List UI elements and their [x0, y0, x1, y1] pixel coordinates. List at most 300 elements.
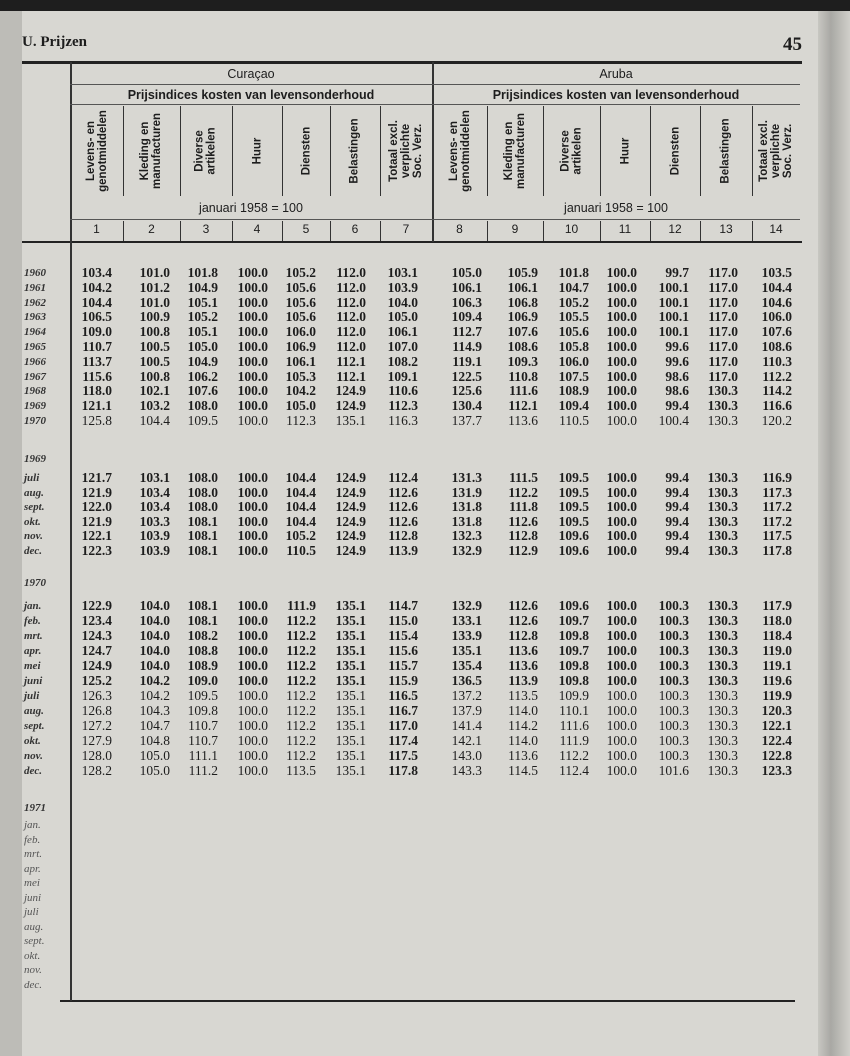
column-divider: [600, 106, 601, 196]
aruba-value: 101.8: [558, 265, 589, 280]
aruba-value: 100.0: [606, 470, 637, 485]
curacao-value: 125.8: [81, 413, 112, 428]
aruba-value: 132.3: [451, 528, 482, 544]
aruba-value: 112.4: [559, 763, 589, 778]
aruba-value: 104.4: [761, 279, 792, 295]
curacao-value: 116.5: [388, 688, 418, 703]
scan-top-edge: [0, 0, 850, 11]
curacao-value: 112.1: [336, 368, 366, 384]
group-title: Aruba: [599, 67, 633, 81]
aruba-value: 130.3: [707, 528, 738, 544]
aruba-value: 100.0: [606, 718, 637, 733]
aruba-value: 143.0: [451, 748, 482, 763]
aruba-value: 109.6: [558, 598, 589, 613]
curacao-value: 135.1: [335, 673, 366, 688]
curacao-value: 100.0: [237, 543, 268, 558]
curacao-value: 104.2: [285, 383, 316, 399]
aruba-value: 100.0: [606, 398, 637, 414]
curacao-value: 112.2: [286, 688, 316, 703]
aruba-value: 108.6: [761, 339, 792, 354]
row-label: okt.: [24, 735, 41, 747]
aruba-value: 117.0: [708, 368, 738, 384]
aruba-value: 130.3: [707, 658, 738, 673]
curacao-value: 103.1: [139, 470, 170, 485]
aruba-value: 100.1: [658, 279, 689, 295]
column-header: [232, 105, 282, 197]
curacao-value: 104.9: [187, 279, 218, 295]
curacao-value: 107.0: [387, 339, 418, 354]
aruba-value: 113.6: [508, 658, 538, 673]
curacao-value: 135.1: [335, 748, 366, 763]
curacao-value: 101.0: [139, 294, 170, 310]
row-label: mrt.: [24, 630, 43, 642]
column-divider: [180, 106, 181, 196]
aruba-value: 131.3: [451, 470, 482, 485]
row-label: 1965: [24, 341, 46, 353]
aruba-value: 100.0: [606, 628, 637, 643]
aruba-value: 112.8: [508, 528, 538, 544]
aruba-value: 98.6: [665, 368, 689, 384]
curacao-value: 102.1: [139, 383, 170, 399]
top-rule: [22, 61, 802, 64]
curacao-value: 108.1: [187, 513, 218, 529]
curacao-value: 112.6: [388, 513, 418, 529]
base-period-label: januari 1958 = 100: [199, 201, 303, 215]
curacao-value: 135.1: [335, 688, 366, 703]
aruba-value: 130.3: [707, 413, 738, 428]
aruba-value: 112.7: [452, 324, 482, 340]
column-number-divider: [700, 221, 701, 241]
row-label: jan.: [24, 600, 42, 612]
aruba-value: 112.2: [559, 748, 589, 763]
aruba-value: 117.0: [708, 279, 738, 295]
aruba-value: 99.4: [665, 398, 689, 414]
column-number: 2: [148, 222, 155, 236]
curacao-value: 135.1: [335, 658, 366, 673]
curacao-value: 121.9: [81, 513, 112, 529]
aruba-value: 118.4: [762, 628, 792, 643]
row-label: nov.: [24, 964, 42, 976]
base-period-label: januari 1958 = 100: [564, 201, 668, 215]
column-header: [650, 105, 700, 197]
curacao-value: 135.1: [335, 718, 366, 733]
curacao-value: 109.0: [187, 673, 218, 688]
aruba-value: 99.4: [665, 484, 689, 500]
curacao-value: 100.0: [237, 265, 268, 280]
aruba-value: 98.6: [665, 383, 689, 399]
curacao-value: 104.4: [139, 413, 170, 428]
column-number-divider: [123, 221, 124, 241]
column-header-label: Belastingen: [720, 118, 732, 184]
curacao-value: 115.4: [388, 628, 418, 643]
aruba-value: 120.2: [761, 413, 792, 428]
aruba-value: 130.4: [451, 398, 482, 414]
row-label: nov.: [24, 530, 43, 543]
curacao-value: 118.0: [82, 383, 112, 399]
column-number-divider: [752, 221, 753, 241]
aruba-value: 105.2: [558, 294, 589, 310]
aruba-value: 130.3: [707, 688, 738, 703]
aruba-value: 130.3: [707, 673, 738, 688]
column-header: [700, 105, 752, 197]
curacao-value: 104.9: [187, 353, 218, 369]
curacao-value: 105.6: [285, 309, 316, 325]
curacao-value: 112.2: [286, 643, 316, 658]
curacao-value: 105.0: [387, 309, 418, 325]
curacao-value: 112.0: [336, 279, 366, 295]
curacao-value: 105.6: [285, 279, 316, 295]
scan-right-edge: [818, 11, 850, 1056]
curacao-value: 124.9: [335, 398, 366, 414]
aruba-value: 100.0: [606, 673, 637, 688]
aruba-value: 100.3: [658, 703, 689, 718]
curacao-value: 125.2: [81, 673, 112, 688]
column-header-label: Levens- en genotmiddelen: [84, 110, 109, 192]
aruba-value: 117.2: [762, 513, 792, 529]
aruba-value: 117.0: [708, 339, 738, 354]
column-header: [432, 105, 487, 197]
aruba-value: 116.6: [762, 398, 792, 414]
aruba-value: 100.3: [658, 613, 689, 628]
column-header: [70, 105, 123, 197]
curacao-value: 100.0: [237, 383, 268, 399]
aruba-value: 109.5: [558, 470, 589, 485]
curacao-value: 104.0: [139, 613, 170, 628]
curacao-value: 122.9: [81, 598, 112, 613]
aruba-value: 119.1: [452, 353, 482, 369]
column-header: [543, 105, 600, 197]
aruba-value: 130.3: [707, 643, 738, 658]
column-number: 5: [302, 222, 310, 236]
column-header: [752, 105, 800, 197]
curacao-value: 107.6: [187, 383, 218, 399]
row-label: feb.: [24, 833, 41, 846]
curacao-value: 110.6: [388, 383, 418, 399]
curacao-value: 103.1: [387, 265, 418, 280]
aruba-value: 123.3: [761, 763, 792, 778]
column-number: 9: [511, 222, 519, 236]
aruba-value: 106.0: [558, 353, 589, 369]
aruba-value: 130.3: [707, 543, 738, 558]
row-label: 1966: [24, 355, 46, 368]
curacao-value: 124.9: [335, 383, 366, 399]
row-label: aug.: [24, 920, 44, 933]
aruba-value: 114.2: [762, 383, 792, 399]
curacao-value: 126.3: [81, 688, 112, 703]
curacao-value: 135.1: [335, 643, 366, 658]
curacao-value: 108.1: [187, 543, 218, 558]
aruba-value: 108.9: [558, 383, 589, 399]
aruba-value: 100.0: [606, 265, 637, 280]
aruba-value: 110.8: [508, 368, 538, 384]
curacao-value: 112.6: [388, 484, 418, 500]
curacao-value: 115.7: [388, 658, 418, 673]
curacao-value: 135.1: [335, 703, 366, 718]
aruba-value: 111.8: [509, 499, 538, 515]
curacao-value: 103.4: [81, 265, 112, 280]
curacao-value: 100.0: [237, 368, 268, 384]
aruba-value: 100.0: [606, 324, 637, 340]
aruba-value: 100.0: [606, 763, 637, 778]
curacao-value: 100.0: [237, 613, 268, 628]
row-label: jan.: [24, 819, 41, 831]
column-divider: [650, 106, 651, 196]
curacao-value: 115.0: [388, 613, 418, 628]
column-header: [487, 105, 543, 197]
curacao-value: 100.5: [139, 353, 170, 369]
curacao-value: 112.2: [286, 673, 316, 688]
aruba-value: 99.4: [665, 528, 689, 544]
curacao-value: 100.0: [237, 413, 268, 428]
aruba-value: 111.9: [559, 733, 589, 748]
row-label: juli: [24, 690, 40, 702]
aruba-value: 100.0: [606, 658, 637, 673]
curacao-value: 112.3: [286, 413, 316, 428]
curacao-value: 105.2: [285, 528, 316, 544]
aruba-value: 110.1: [559, 703, 589, 718]
aruba-value: 100.0: [606, 598, 637, 613]
aruba-value: 114.0: [508, 733, 538, 748]
curacao-value: 108.8: [187, 643, 218, 658]
curacao-value: 106.1: [285, 353, 316, 369]
aruba-value: 106.8: [507, 294, 538, 310]
aruba-value: 137.9: [451, 703, 482, 718]
curacao-value: 124.9: [335, 513, 366, 529]
column-divider: [330, 106, 331, 196]
aruba-value: 100.0: [606, 499, 637, 515]
column-number-divider: [330, 221, 331, 241]
aruba-value: 130.3: [707, 513, 738, 529]
aruba-value: 113.6: [508, 748, 538, 763]
section-year-label: 1971: [24, 802, 46, 814]
column-header: [330, 105, 380, 197]
row-label: sept.: [24, 501, 45, 514]
aruba-value: 117.0: [708, 294, 738, 310]
aruba-value: 99.6: [665, 339, 689, 354]
curacao-value: 112.0: [336, 324, 366, 340]
curacao-value: 108.1: [187, 613, 218, 628]
curacao-value: 116.3: [388, 413, 418, 428]
aruba-value: 130.3: [707, 628, 738, 643]
aruba-value: 130.3: [707, 598, 738, 613]
aruba-value: 100.0: [606, 703, 637, 718]
aruba-value: 100.3: [658, 748, 689, 763]
aruba-value: 99.7: [665, 265, 689, 280]
aruba-value: 133.9: [451, 628, 482, 643]
aruba-value: 130.3: [707, 484, 738, 500]
row-label: okt.: [24, 949, 41, 962]
aruba-value: 106.3: [451, 294, 482, 310]
aruba-value: 137.2: [451, 688, 482, 703]
curacao-value: 108.0: [187, 484, 218, 500]
aruba-value: 132.9: [451, 543, 482, 558]
aruba-value: 105.5: [558, 309, 589, 325]
curacao-value: 112.2: [286, 613, 316, 628]
curacao-value: 113.7: [82, 353, 112, 369]
column-header: [180, 105, 232, 197]
aruba-value: 119.0: [762, 643, 792, 658]
aruba-value: 117.0: [708, 309, 738, 325]
aruba-value: 117.9: [762, 598, 792, 613]
aruba-value: 114.2: [508, 718, 538, 733]
curacao-value: 117.0: [388, 718, 418, 733]
row-label: juni: [24, 891, 42, 904]
row-label: apr.: [24, 645, 42, 657]
column-header: [123, 105, 180, 197]
curacao-value: 124.3: [81, 628, 112, 643]
curacao-value: 114.7: [388, 598, 418, 613]
curacao-value: 109.0: [81, 324, 112, 340]
column-number: 4: [253, 222, 261, 236]
aruba-value: 122.4: [761, 733, 792, 748]
curacao-value: 110.5: [286, 543, 316, 558]
curacao-value: 112.2: [286, 628, 316, 643]
aruba-value: 100.0: [606, 643, 637, 658]
aruba-value: 99.4: [665, 499, 689, 515]
curacao-value: 100.0: [237, 643, 268, 658]
curacao-value: 111.2: [188, 763, 218, 778]
aruba-value: 99.6: [665, 353, 689, 369]
bottom-rule: [60, 1000, 795, 1002]
aruba-value: 100.0: [606, 543, 637, 558]
section-title: U. Prijzen: [22, 34, 87, 50]
curacao-value: 108.1: [187, 528, 218, 544]
aruba-value: 109.6: [558, 528, 589, 544]
curacao-value: 100.0: [237, 294, 268, 310]
aruba-value: 112.9: [508, 543, 538, 558]
aruba-value: 100.3: [658, 628, 689, 643]
aruba-value: 107.5: [558, 368, 589, 384]
curacao-value: 109.5: [187, 688, 218, 703]
column-number-divider: [543, 221, 544, 241]
column-number: 10: [564, 222, 579, 236]
curacao-value: 109.8: [187, 703, 218, 718]
curacao-value: 108.2: [387, 353, 418, 369]
curacao-value: 123.4: [81, 613, 112, 628]
curacao-value: 135.1: [335, 598, 366, 613]
aruba-value: 113.5: [508, 688, 538, 703]
row-label: sept.: [24, 720, 45, 732]
aruba-value: 109.4: [558, 398, 589, 414]
curacao-value: 103.3: [139, 513, 170, 529]
curacao-value: 100.5: [139, 339, 170, 354]
aruba-value: 100.0: [606, 484, 637, 500]
curacao-value: 105.3: [285, 368, 316, 384]
aruba-value: 100.0: [606, 413, 637, 428]
column-header-label: Diverse artikelen: [559, 127, 584, 175]
column-number-divider: [487, 221, 488, 241]
curacao-value: 104.7: [139, 718, 170, 733]
aruba-value: 109.3: [507, 353, 538, 369]
aruba-value: 112.8: [508, 628, 538, 643]
curacao-value: 124.7: [81, 643, 112, 658]
curacao-value: 104.0: [139, 628, 170, 643]
curacao-value: 100.0: [237, 398, 268, 414]
aruba-value: 130.3: [707, 703, 738, 718]
scan-left-edge: [0, 11, 22, 1056]
aruba-value: 117.0: [708, 265, 738, 280]
aruba-value: 130.3: [707, 383, 738, 399]
curacao-value: 100.0: [237, 484, 268, 500]
header-bottom-rule: [22, 241, 802, 243]
row-label: juli: [24, 906, 39, 918]
column-header-label: Kleding en manufacturen: [139, 112, 164, 190]
page-number: 45: [783, 34, 802, 55]
aruba-value: 100.3: [658, 658, 689, 673]
curacao-value: 112.2: [286, 703, 316, 718]
aruba-value: 114.9: [452, 339, 482, 354]
curacao-value: 105.2: [187, 309, 218, 325]
aruba-value: 109.5: [558, 499, 589, 515]
aruba-value: 122.5: [451, 368, 482, 384]
curacao-value: 104.4: [285, 484, 316, 500]
aruba-value: 137.7: [451, 413, 482, 428]
row-label: aug.: [24, 486, 44, 499]
column-header-label: Totaal excl. verplichte Soc. Verz.: [388, 120, 425, 182]
curacao-value: 112.6: [388, 499, 418, 515]
row-label: 1961: [24, 281, 46, 294]
aruba-value: 111.6: [509, 383, 538, 399]
aruba-value: 106.1: [507, 279, 538, 295]
curacao-value: 103.2: [139, 398, 170, 414]
aruba-value: 117.0: [708, 353, 738, 369]
column-divider: [543, 106, 544, 196]
curacao-value: 128.2: [81, 763, 112, 778]
curacao-value: 105.1: [187, 324, 218, 340]
curacao-value: 108.0: [187, 398, 218, 414]
aruba-value: 122.8: [761, 748, 792, 763]
curacao-value: 100.0: [237, 703, 268, 718]
curacao-value: 112.0: [336, 294, 366, 310]
aruba-value: 107.6: [507, 324, 538, 340]
curacao-value: 105.2: [285, 265, 316, 280]
curacao-value: 101.2: [139, 279, 170, 295]
column-divider: [752, 106, 753, 196]
curacao-value: 108.9: [187, 658, 218, 673]
section-year-label: 1969: [24, 453, 46, 465]
curacao-value: 100.0: [237, 688, 268, 703]
aruba-value: 100.3: [658, 673, 689, 688]
curacao-value: 105.0: [187, 339, 218, 354]
column-header-label: Huur: [251, 137, 263, 165]
curacao-value: 115.6: [388, 643, 418, 658]
row-label: dec.: [24, 978, 43, 991]
aruba-value: 119.9: [762, 688, 792, 703]
aruba-value: 109.6: [558, 543, 589, 558]
aruba-value: 107.6: [761, 324, 792, 340]
aruba-value: 100.1: [658, 294, 689, 310]
curacao-value: 108.0: [187, 470, 218, 485]
aruba-value: 99.4: [665, 513, 689, 529]
curacao-value: 106.5: [81, 309, 112, 325]
row-label: feb.: [24, 615, 41, 627]
aruba-value: 106.9: [507, 309, 538, 325]
curacao-value: 122.1: [81, 528, 112, 544]
curacao-value: 112.2: [286, 748, 316, 763]
curacao-value: 112.1: [336, 353, 366, 369]
aruba-value: 100.3: [658, 643, 689, 658]
curacao-value: 103.9: [139, 543, 170, 558]
column-header-label: Kleding en manufacturen: [503, 112, 528, 190]
section-year-label: 1970: [24, 577, 46, 589]
aruba-value: 143.3: [451, 763, 482, 778]
curacao-value: 121.1: [81, 398, 112, 414]
aruba-value: 117.3: [762, 484, 792, 500]
column-number-divider: [282, 221, 283, 241]
curacao-value: 104.2: [139, 673, 170, 688]
curacao-value: 103.9: [139, 528, 170, 544]
row-label: mei: [24, 660, 41, 672]
